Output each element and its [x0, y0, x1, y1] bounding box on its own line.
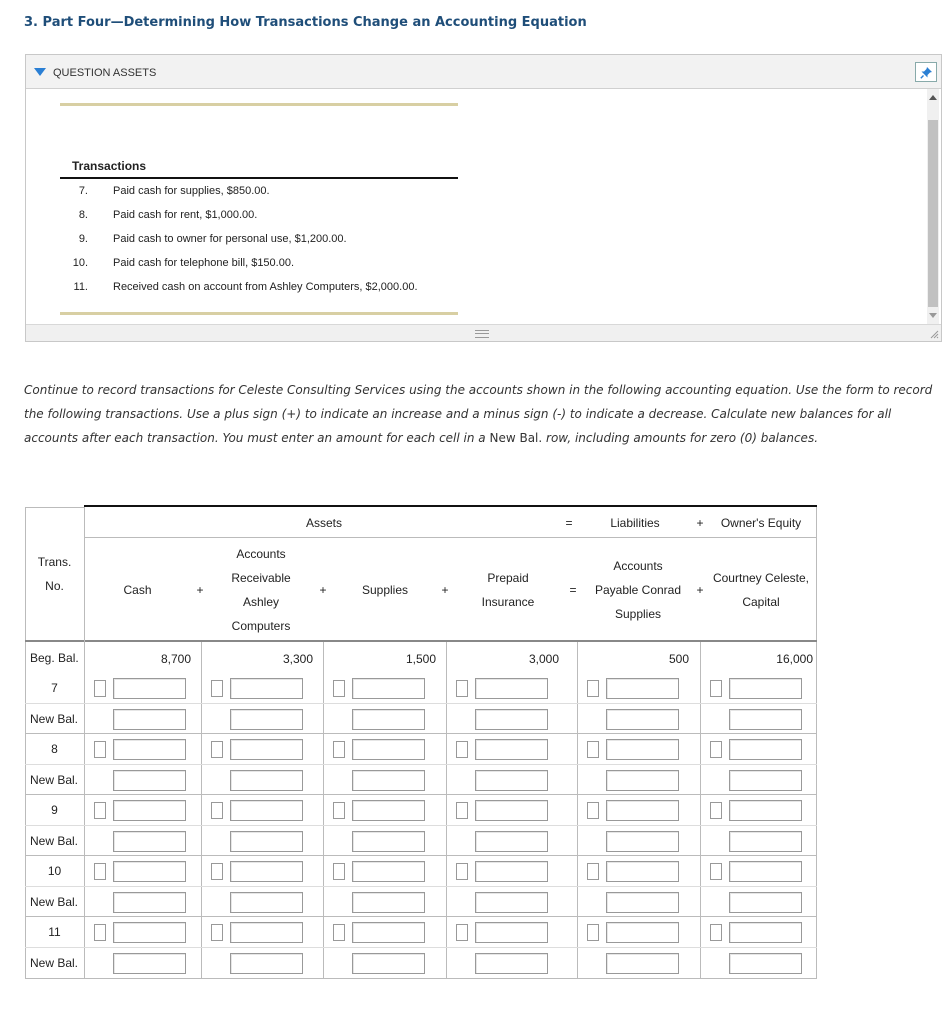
new-balance-input-accounts-receivable[interactable] — [230, 953, 303, 974]
prepaid-column-header-line: Insurance — [481, 595, 535, 609]
sign-input-accounts-payable[interactable] — [587, 924, 599, 941]
sign-input-capital[interactable] — [710, 802, 722, 819]
row-divider — [25, 733, 817, 734]
amount-input-supplies[interactable] — [352, 922, 425, 943]
new-balance-input-accounts-receivable[interactable] — [230, 770, 303, 791]
sign-input-accounts-payable[interactable] — [587, 680, 599, 697]
transaction-row — [60, 233, 460, 249]
plus-sign: + — [696, 516, 704, 530]
frame-bottom — [25, 978, 817, 979]
new-balance-input-supplies[interactable] — [352, 953, 425, 974]
amount-input-cash[interactable] — [113, 678, 186, 699]
ar-column-header-line: Ashley — [242, 595, 280, 609]
sign-input-supplies[interactable] — [333, 741, 345, 758]
sign-input-accounts-payable[interactable] — [587, 741, 599, 758]
collapse-triangle-icon[interactable] — [34, 68, 46, 76]
sign-input-cash[interactable] — [94, 863, 106, 880]
transactions-heading: Transactions — [72, 159, 147, 173]
sign-input-capital[interactable] — [710, 924, 722, 941]
instructions-fragment: accounts after each transaction. You must enter an amount for each cell in a — [24, 431, 490, 445]
resize-grip-icon[interactable] — [475, 330, 489, 338]
sign-input-accounts-receivable[interactable] — [211, 863, 223, 880]
ap-column-header-line: Accounts — [613, 559, 663, 573]
transactions-content — [26, 89, 926, 324]
new-balance-input-cash[interactable] — [113, 831, 186, 852]
column-separator — [201, 642, 202, 978]
new-balance-input-supplies[interactable] — [352, 831, 425, 852]
beg-bal-accounts-payable: 500 — [668, 652, 689, 666]
sign-input-accounts-receivable[interactable] — [211, 924, 223, 941]
new-balance-input-capital[interactable] — [729, 770, 802, 791]
amount-input-accounts-payable[interactable] — [606, 861, 679, 882]
new-balance-input-prepaid-insurance[interactable] — [475, 770, 548, 791]
row-divider — [25, 947, 817, 948]
sign-input-supplies[interactable] — [333, 680, 345, 697]
new-balance-input-prepaid-insurance[interactable] — [475, 892, 548, 913]
beg-bal-capital: 16,000 — [776, 652, 813, 666]
transaction-row — [60, 257, 460, 273]
column-separator — [446, 642, 447, 978]
trans-number: 11 — [48, 925, 61, 939]
question-assets-label: QUESTION ASSETS — [53, 67, 157, 79]
trans-number: 10 — [47, 864, 62, 878]
amount-input-cash[interactable] — [113, 800, 186, 821]
equals-sign: = — [565, 516, 573, 530]
trans-col-border — [84, 507, 85, 979]
instructions-line: Continue to record transactions for Celeste Consulting Services using the accounts shown in the following accounting equation. Use the form to record — [24, 383, 933, 397]
owners-equity-group-label: Owner's Equity — [720, 516, 802, 530]
sign-input-capital[interactable] — [710, 741, 722, 758]
panel-resize-bar[interactable] — [26, 324, 941, 341]
ap-column-header-line: Supplies — [614, 607, 662, 621]
amount-input-capital[interactable] — [729, 678, 802, 699]
amount-input-accounts-payable[interactable] — [606, 739, 679, 760]
new-balance-input-supplies[interactable] — [352, 709, 425, 730]
new-balance-input-capital[interactable] — [729, 892, 802, 913]
amount-input-cash[interactable] — [113, 861, 186, 882]
new-balance-input-cash[interactable] — [113, 892, 186, 913]
frame-top-left — [25, 507, 84, 508]
sign-input-accounts-payable[interactable] — [587, 802, 599, 819]
amount-input-capital[interactable] — [729, 861, 802, 882]
plus-sign: + — [319, 583, 327, 597]
transaction-number: 9. — [78, 233, 88, 245]
sign-input-cash[interactable] — [94, 741, 106, 758]
transaction-description: Paid cash to owner for personal use, $1,200.00. — [113, 233, 347, 245]
sign-input-cash[interactable] — [94, 802, 106, 819]
row-divider — [25, 764, 817, 765]
amount-input-capital[interactable] — [729, 739, 802, 760]
resize-corner-icon[interactable] — [929, 329, 939, 339]
instructions-text — [24, 378, 944, 450]
beg-bal-prepaid-insurance: 3,000 — [528, 652, 559, 666]
new-balance-input-capital[interactable] — [729, 709, 802, 730]
instructions-line — [24, 426, 944, 450]
amount-input-prepaid-insurance[interactable] — [475, 922, 548, 943]
amount-input-accounts-receivable[interactable] — [230, 861, 303, 882]
sign-input-supplies[interactable] — [333, 924, 345, 941]
new-bal-label: New Bal. — [30, 773, 79, 787]
question-assets-header[interactable] — [26, 55, 941, 89]
assets-group-label: Assets — [305, 516, 342, 530]
scroll-down-arrow-icon[interactable] — [929, 313, 937, 318]
trans-number: 7 — [51, 681, 58, 695]
sign-input-prepaid-insurance[interactable] — [456, 741, 468, 758]
sign-input-prepaid-insurance[interactable] — [456, 680, 468, 697]
amount-input-capital[interactable] — [729, 800, 802, 821]
new-balance-input-accounts-receivable[interactable] — [230, 709, 303, 730]
transaction-row — [60, 281, 460, 297]
sign-input-capital[interactable] — [710, 863, 722, 880]
row-divider — [25, 825, 817, 826]
trans-number: 9 — [51, 803, 58, 817]
transaction-number: 10. — [72, 257, 88, 269]
new-balance-input-accounts-payable[interactable] — [606, 770, 679, 791]
new-bal-label: New Bal. — [30, 895, 79, 909]
new-bal-label: New Bal. — [30, 956, 79, 970]
row-divider — [25, 916, 817, 917]
new-balance-input-cash[interactable] — [113, 953, 186, 974]
amount-input-supplies[interactable] — [352, 800, 425, 821]
transactions-rule — [60, 177, 458, 179]
new-bal-label: New Bal. — [30, 834, 79, 848]
transaction-row — [60, 185, 460, 201]
amount-input-capital[interactable] — [729, 922, 802, 943]
beg-bal-supplies: 1,500 — [405, 652, 436, 666]
new-balance-input-accounts-receivable[interactable] — [230, 892, 303, 913]
sign-input-accounts-payable[interactable] — [587, 863, 599, 880]
pin-icon — [920, 66, 933, 79]
amount-input-accounts-payable[interactable] — [606, 678, 679, 699]
plus-sign: + — [696, 583, 704, 597]
group-header-rule — [84, 537, 817, 538]
ar-column-header-line: Receivable — [231, 571, 291, 585]
plus-sign: + — [196, 583, 204, 597]
instructions-fragment: row, including amounts for zero (0) balances. — [542, 431, 819, 445]
equals-sign: = — [569, 583, 577, 597]
new-bal-label: New Bal. — [30, 712, 79, 726]
new-balance-input-capital[interactable] — [729, 831, 802, 852]
capital-column-header-line: Courtney Celeste, — [712, 571, 810, 585]
column-separator — [577, 642, 578, 978]
supplies-column-header: Supplies — [361, 583, 409, 597]
sign-input-supplies[interactable] — [333, 802, 345, 819]
instructions-line: the following transactions. Use a plus sign (+) to indicate an increase and a minus sign (-) to indicate a decrease. Calculate new balances for all — [24, 407, 892, 421]
liabilities-group-label: Liabilities — [610, 516, 660, 530]
amount-input-accounts-receivable[interactable] — [230, 800, 303, 821]
amount-input-prepaid-insurance[interactable] — [475, 800, 548, 821]
transaction-description: Paid cash for rent, $1,000.00. — [113, 209, 258, 221]
transaction-number: 7. — [78, 185, 88, 197]
amount-input-accounts-receivable[interactable] — [230, 678, 303, 699]
cash-column-header: Cash — [123, 583, 152, 597]
row-divider — [25, 855, 817, 856]
trans-number: 8 — [51, 742, 58, 756]
prepaid-column-header-line: Prepaid — [487, 571, 529, 585]
new-balance-input-capital[interactable] — [729, 953, 802, 974]
gold-divider-top — [60, 103, 458, 106]
amount-input-supplies[interactable] — [352, 861, 425, 882]
amount-input-prepaid-insurance[interactable] — [475, 861, 548, 882]
plus-sign: + — [441, 583, 449, 597]
transaction-number: 11. — [73, 281, 88, 293]
no-header: No. — [45, 579, 64, 593]
column-separator — [700, 642, 701, 978]
beg-bal-label: Beg. Bal. — [30, 651, 79, 665]
transaction-row — [60, 209, 460, 225]
new-balance-input-supplies[interactable] — [352, 770, 425, 791]
row-divider — [25, 886, 817, 887]
transaction-description: Paid cash for supplies, $850.00. — [113, 185, 270, 197]
transaction-number: 8. — [78, 209, 88, 221]
amount-input-accounts-receivable[interactable] — [230, 922, 303, 943]
equation-top-rule — [84, 505, 817, 507]
beg-bal-cash: 8,700 — [160, 652, 191, 666]
amount-input-accounts-payable[interactable] — [606, 922, 679, 943]
new-balance-input-prepaid-insurance[interactable] — [475, 953, 548, 974]
sign-input-supplies[interactable] — [333, 863, 345, 880]
sign-input-prepaid-insurance[interactable] — [456, 863, 468, 880]
new-balance-input-accounts-payable[interactable] — [606, 709, 679, 730]
pin-button[interactable] — [915, 62, 937, 82]
question-assets-panel — [25, 54, 942, 342]
new-balance-input-prepaid-insurance[interactable] — [475, 709, 548, 730]
amount-input-prepaid-insurance[interactable] — [475, 678, 548, 699]
sign-input-capital[interactable] — [710, 680, 722, 697]
row-divider — [25, 703, 817, 704]
new-balance-input-accounts-payable[interactable] — [606, 953, 679, 974]
beg-bal-accounts-receivable: 3,300 — [282, 652, 313, 666]
page-title: 3. Part Four—Determining How Transactions Change an Accounting Equation — [24, 15, 587, 30]
sign-input-accounts-receivable[interactable] — [211, 680, 223, 697]
amount-input-cash[interactable] — [113, 739, 186, 760]
accounting-equation-form — [25, 505, 817, 979]
row-divider — [25, 794, 817, 795]
amount-input-supplies[interactable] — [352, 678, 425, 699]
scroll-up-arrow-icon[interactable] — [929, 95, 937, 100]
sign-input-accounts-receivable[interactable] — [211, 741, 223, 758]
amount-input-accounts-receivable[interactable] — [230, 739, 303, 760]
sign-input-cash[interactable] — [94, 680, 106, 697]
amount-input-prepaid-insurance[interactable] — [475, 739, 548, 760]
new-balance-input-accounts-payable[interactable] — [606, 892, 679, 913]
new-balance-input-prepaid-insurance[interactable] — [475, 831, 548, 852]
sign-input-cash[interactable] — [94, 924, 106, 941]
sign-input-prepaid-insurance[interactable] — [456, 924, 468, 941]
transaction-description: Paid cash for telephone bill, $150.00. — [113, 257, 295, 269]
new-bal-inline-label: New Bal. — [489, 431, 543, 445]
ar-column-header-line: Accounts — [236, 547, 286, 561]
sign-input-accounts-receivable[interactable] — [211, 802, 223, 819]
trans-header: Trans. — [37, 555, 72, 569]
ap-column-header-line: Payable Conrad — [594, 583, 682, 597]
new-balance-input-accounts-payable[interactable] — [606, 831, 679, 852]
amount-input-supplies[interactable] — [352, 739, 425, 760]
new-balance-input-cash[interactable] — [113, 709, 186, 730]
capital-column-header-line: Capital — [742, 595, 780, 609]
new-balance-input-cash[interactable] — [113, 770, 186, 791]
header-bottom-rule — [25, 640, 817, 642]
scrollbar-thumb[interactable] — [928, 120, 938, 307]
sign-input-prepaid-insurance[interactable] — [456, 802, 468, 819]
amount-input-cash[interactable] — [113, 922, 186, 943]
ar-column-header-line: Computers — [231, 619, 291, 633]
assets-scrollbar[interactable] — [927, 89, 939, 324]
frame-right — [816, 507, 817, 979]
transaction-description: Received cash on account from Ashley Computers, $2,000.00. — [113, 281, 418, 293]
column-separator — [323, 642, 324, 978]
new-balance-input-accounts-receivable[interactable] — [230, 831, 303, 852]
gold-divider-bottom — [60, 312, 458, 315]
amount-input-accounts-payable[interactable] — [606, 800, 679, 821]
new-balance-input-supplies[interactable] — [352, 892, 425, 913]
